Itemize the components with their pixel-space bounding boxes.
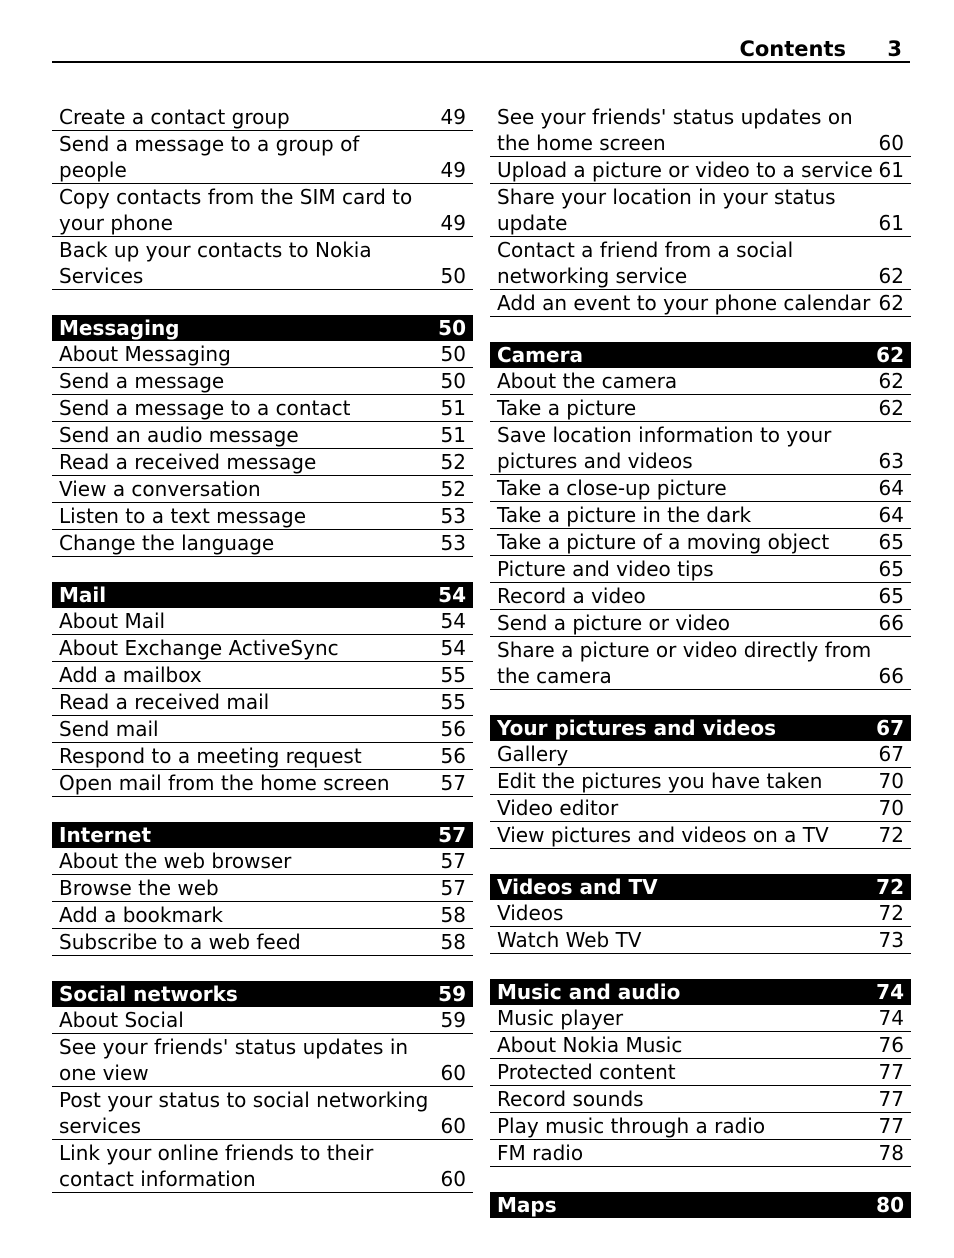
section-heading[interactable]	[490, 1192, 911, 1218]
toc-entry-title: Gallery	[497, 742, 569, 766]
toc-entry-page: 77	[878, 1114, 904, 1138]
toc-entry-title: Upload a picture or video to a service	[497, 158, 873, 182]
toc-entry-title: Share a picture or video directly from the camera	[497, 638, 872, 688]
toc-entry-title: About Social	[59, 1008, 184, 1032]
toc-entry-title: Videos	[497, 901, 564, 925]
toc-left-column	[52, 104, 473, 1193]
toc-entry[interactable]	[490, 927, 911, 954]
toc-entry-page: 60	[878, 131, 904, 155]
section-heading[interactable]	[52, 315, 473, 341]
toc-entry-title: Send a picture or video	[497, 611, 730, 635]
toc-entry-page: 73	[878, 928, 904, 952]
section-heading-title: Your pictures and videos	[497, 716, 777, 740]
toc-entry-page: 49	[440, 158, 466, 182]
section-heading-page: 59	[438, 982, 466, 1006]
toc-entry-title: Contact a friend from a social networking service	[497, 238, 794, 288]
toc-entry[interactable]	[490, 1032, 911, 1059]
toc-entry-title: Play music through a radio	[497, 1114, 766, 1138]
toc-entry[interactable]	[52, 422, 473, 449]
toc-entry[interactable]	[52, 716, 473, 743]
toc-entry[interactable]	[52, 503, 473, 530]
toc-entry-title: Edit the pictures you have taken	[497, 769, 823, 793]
toc-entry-title: See your friends' status updates in one view	[59, 1035, 409, 1085]
toc-entry-title: Create a contact group	[59, 105, 290, 129]
toc-section-your-pictures-and-videos	[490, 715, 911, 849]
toc-entry[interactable]	[490, 529, 911, 556]
toc-entry-title: Take a close-up picture	[497, 476, 727, 500]
toc-entry-title: Take a picture in the dark	[497, 503, 752, 527]
toc-entry-page: 72	[878, 823, 904, 847]
section-heading-page: 57	[438, 823, 466, 847]
section-heading[interactable]	[52, 822, 473, 848]
toc-entry-page: 65	[878, 530, 904, 554]
page-number: 3	[887, 37, 902, 61]
toc-section-internet	[52, 822, 473, 956]
toc-entry[interactable]	[490, 583, 911, 610]
toc-entry-title: Record a video	[497, 584, 646, 608]
toc-entry-page: 66	[878, 664, 904, 688]
toc-entry[interactable]	[52, 1007, 473, 1034]
section-heading[interactable]	[52, 981, 473, 1007]
section-heading[interactable]	[490, 979, 911, 1005]
toc-entry[interactable]	[490, 900, 911, 927]
toc-entry-page: 62	[878, 369, 904, 393]
toc-entry-title: Send mail	[59, 717, 159, 741]
toc-entry[interactable]	[52, 1140, 473, 1193]
toc-section-videos-and-tv	[490, 874, 911, 954]
section-heading-title: Videos and TV	[497, 875, 658, 899]
section-heading-title: Messaging	[59, 316, 180, 340]
toc-entry-page: 50	[440, 369, 466, 393]
toc-entry[interactable]	[52, 875, 473, 902]
toc-entry-title: About Messaging	[59, 342, 231, 366]
toc-entry[interactable]	[52, 476, 473, 503]
toc-entry[interactable]	[490, 1005, 911, 1032]
toc-entry[interactable]	[490, 795, 911, 822]
toc-entry[interactable]	[52, 530, 473, 557]
toc-entry-title: See your friends' status updates on the home screen	[497, 105, 853, 155]
toc-entry-title: View pictures and videos on a TV	[497, 823, 829, 847]
toc-entry-page: 53	[440, 531, 466, 555]
section-heading-title: Camera	[497, 343, 583, 367]
toc-entry[interactable]	[490, 157, 911, 184]
toc-entry-title: Back up your contacts to Nokia Services	[59, 238, 372, 288]
section-heading-page: 62	[876, 343, 904, 367]
toc-entry-title: Take a picture	[497, 396, 637, 420]
toc-entry-page: 59	[440, 1008, 466, 1032]
toc-entry-title: View a conversation	[59, 477, 261, 501]
toc-entry-page: 62	[878, 291, 904, 315]
toc-entry-title: Read a received mail	[59, 690, 270, 714]
toc-section-camera	[490, 342, 911, 690]
toc-entry-title: Open mail from the home screen	[59, 771, 390, 795]
toc-entry-title: Copy contacts from the SIM card to your phone	[59, 185, 413, 235]
toc-entry-title: Send a message	[59, 369, 225, 393]
toc-section-music-and-audio	[490, 979, 911, 1167]
toc-entry-title: About the camera	[497, 369, 678, 393]
toc-entry-page: 53	[440, 504, 466, 528]
toc-entry-title: Protected content	[497, 1060, 676, 1084]
toc-entry-page: 49	[440, 211, 466, 235]
toc-entry[interactable]	[490, 637, 911, 690]
toc-entry-page: 77	[878, 1087, 904, 1111]
section-heading[interactable]	[490, 715, 911, 741]
toc-entry-page: 60	[440, 1061, 466, 1085]
toc-entry-title: Link your online friends to their contact information	[59, 1141, 374, 1191]
toc-entry[interactable]	[52, 929, 473, 956]
toc-entry-page: 54	[440, 609, 466, 633]
section-heading-page: 54	[438, 583, 466, 607]
section-heading-page: 74	[876, 980, 904, 1004]
toc-entry-title: Share your location in your status update	[497, 185, 836, 235]
toc-entry-page: 56	[440, 744, 466, 768]
toc-entry-page: 54	[440, 636, 466, 660]
toc-right-column	[490, 104, 911, 1218]
toc-entry-title: Respond to a meeting request	[59, 744, 362, 768]
section-heading-title: Internet	[59, 823, 152, 847]
toc-entry[interactable]	[490, 1140, 911, 1167]
toc-entry-title: Browse the web	[59, 876, 219, 900]
toc-entry-page: 62	[878, 264, 904, 288]
toc-entry-title: Save location information to your pictures and videos	[497, 423, 832, 473]
toc-entry-title: Send an audio message	[59, 423, 299, 447]
toc-section-social-networks	[52, 981, 473, 1193]
toc-entry-page: 64	[878, 476, 904, 500]
toc-entry[interactable]	[490, 368, 911, 395]
toc-entry-page: 57	[440, 771, 466, 795]
toc-section-mail	[52, 582, 473, 797]
toc-section-maps	[490, 1192, 911, 1218]
toc-entry[interactable]	[490, 395, 911, 422]
toc-entry-title: Take a picture of a moving object	[497, 530, 830, 554]
toc-entry[interactable]	[490, 475, 911, 502]
toc-section-continued	[52, 104, 473, 290]
toc-entry-title: Send a message to a contact	[59, 396, 351, 420]
section-heading[interactable]	[490, 874, 911, 900]
toc-entry-title: Add an event to your phone calendar	[497, 291, 871, 315]
toc-entry-page: 70	[878, 769, 904, 793]
toc-entry-title: About the web browser	[59, 849, 292, 873]
toc-entry[interactable]	[490, 290, 911, 317]
toc-entry-page: 52	[440, 477, 466, 501]
section-heading-title: Social networks	[59, 982, 238, 1006]
toc-entry-title: Add a mailbox	[59, 663, 202, 687]
toc-entry[interactable]	[52, 662, 473, 689]
toc-entry-page: 58	[440, 930, 466, 954]
toc-entry-page: 63	[878, 449, 904, 473]
toc-entry[interactable]	[490, 741, 911, 768]
toc-entry-page: 55	[440, 663, 466, 687]
page-header	[52, 36, 910, 63]
section-heading-page: 72	[876, 875, 904, 899]
section-heading[interactable]	[490, 342, 911, 368]
toc-entry-title: Subscribe to a web feed	[59, 930, 301, 954]
toc-entry-title: Video editor	[497, 796, 619, 820]
toc-entry-page: 64	[878, 503, 904, 527]
section-heading-page: 50	[438, 316, 466, 340]
toc-entry[interactable]	[490, 556, 911, 583]
toc-entry[interactable]	[490, 822, 911, 849]
section-heading-title: Mail	[59, 583, 107, 607]
toc-entry-title: Watch Web TV	[497, 928, 642, 952]
toc-entry[interactable]	[52, 608, 473, 635]
toc-entry[interactable]	[52, 104, 473, 131]
toc-entry[interactable]	[52, 341, 473, 368]
toc-entry[interactable]	[52, 902, 473, 929]
toc-entry-page: 57	[440, 876, 466, 900]
toc-entry[interactable]	[490, 610, 911, 637]
section-heading-title: Maps	[497, 1193, 557, 1217]
toc-entry-title: Read a received message	[59, 450, 317, 474]
toc-entry-title: Post your status to social networking services	[59, 1088, 429, 1138]
toc-entry-page: 74	[878, 1006, 904, 1030]
toc-entry-title: Send a message to a group of people	[59, 132, 360, 182]
toc-entry-page: 52	[440, 450, 466, 474]
toc-entry-title: Listen to a text message	[59, 504, 307, 528]
toc-entry[interactable]	[490, 104, 911, 157]
toc-entry[interactable]	[52, 635, 473, 662]
toc-entry[interactable]	[52, 770, 473, 797]
toc-entry-title: Picture and video tips	[497, 557, 714, 581]
toc-section-continued	[490, 104, 911, 317]
toc-entry[interactable]	[52, 689, 473, 716]
toc-entry-page: 51	[440, 396, 466, 420]
toc-entry[interactable]	[490, 237, 911, 290]
toc-entry[interactable]	[490, 502, 911, 529]
toc-entry-page: 66	[878, 611, 904, 635]
toc-entry-page: 55	[440, 690, 466, 714]
toc-entry-title: Record sounds	[497, 1087, 644, 1111]
section-heading[interactable]	[52, 582, 473, 608]
toc-entry-page: 61	[878, 211, 904, 235]
toc-entry[interactable]	[52, 848, 473, 875]
toc-entry-page: 57	[440, 849, 466, 873]
toc-entry-page: 60	[440, 1167, 466, 1191]
toc-entry[interactable]	[490, 184, 911, 237]
toc-entry[interactable]	[490, 1113, 911, 1140]
toc-entry-title: About Mail	[59, 609, 166, 633]
toc-entry-page: 56	[440, 717, 466, 741]
toc-entry-page: 50	[440, 342, 466, 366]
toc-entry[interactable]	[52, 743, 473, 770]
toc-entry-title: FM radio	[497, 1141, 584, 1165]
toc-entry-title: About Nokia Music	[497, 1033, 683, 1057]
toc-entry[interactable]	[490, 1059, 911, 1086]
toc-entry-page: 58	[440, 903, 466, 927]
toc-entry-page: 67	[878, 742, 904, 766]
toc-entry-title: Music player	[497, 1006, 624, 1030]
section-heading-page: 67	[876, 716, 904, 740]
toc-section-messaging	[52, 315, 473, 557]
toc-entry-title: Add a bookmark	[59, 903, 223, 927]
toc-entry[interactable]	[52, 1034, 473, 1087]
page-title: Contents	[739, 37, 846, 61]
toc-entry[interactable]	[490, 768, 911, 795]
toc-entry-page: 70	[878, 796, 904, 820]
toc-entry[interactable]	[52, 395, 473, 422]
section-heading-title: Music and audio	[497, 980, 681, 1004]
toc-entry-page: 65	[878, 584, 904, 608]
toc-entry-page: 76	[878, 1033, 904, 1057]
toc-entry-title: About Exchange ActiveSync	[59, 636, 339, 660]
toc-entry-page: 72	[878, 901, 904, 925]
toc-entry[interactable]	[52, 449, 473, 476]
toc-entry[interactable]	[52, 1087, 473, 1140]
section-heading-page: 80	[876, 1193, 904, 1217]
toc-entry-page: 49	[440, 105, 466, 129]
toc-entry-page: 78	[878, 1141, 904, 1165]
toc-entry-page: 51	[440, 423, 466, 447]
toc-entry-page: 60	[440, 1114, 466, 1138]
toc-entry-page: 50	[440, 264, 466, 288]
toc-entry-title: Change the language	[59, 531, 275, 555]
toc-entry[interactable]	[52, 184, 473, 237]
toc-entry-page: 61	[878, 158, 904, 182]
toc-entry[interactable]	[490, 422, 911, 475]
toc-entry[interactable]	[490, 1086, 911, 1113]
toc-entry-page: 65	[878, 557, 904, 581]
toc-entry-page: 62	[878, 396, 904, 420]
toc-entry[interactable]	[52, 368, 473, 395]
toc-entry[interactable]	[52, 131, 473, 184]
toc-entry-page: 77	[878, 1060, 904, 1084]
toc-entry[interactable]	[52, 237, 473, 290]
